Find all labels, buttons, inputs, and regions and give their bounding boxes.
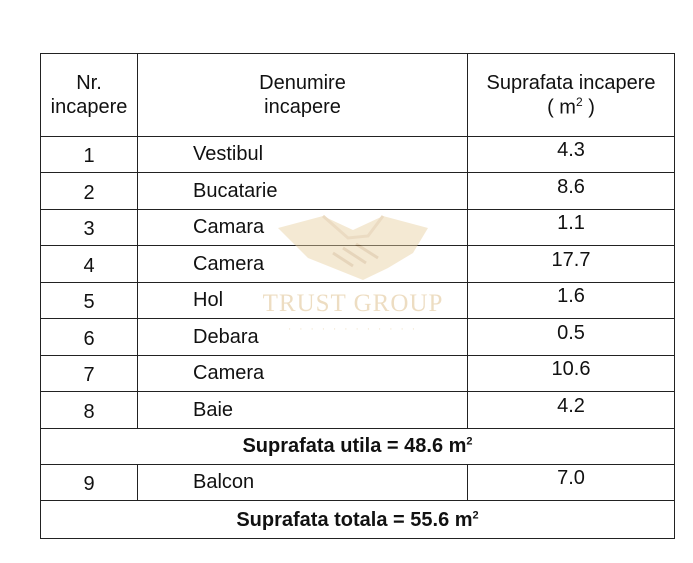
room-name: Camera [138, 355, 468, 391]
room-name: Vestibul [138, 137, 468, 173]
header-room-name [138, 54, 468, 137]
total-area-text: Suprafata totala = 55.6 m [236, 508, 473, 531]
table-row [41, 319, 675, 355]
room-name: Bucatarie [138, 173, 468, 209]
table-row [41, 246, 675, 282]
total-area-row [41, 501, 675, 539]
room-number: 8 [41, 392, 138, 428]
useful-area-total [41, 428, 675, 464]
room-number: 7 [41, 355, 138, 391]
room-name: Camara [138, 209, 468, 245]
total-area-sup: 2 [472, 509, 479, 522]
room-name: Debara [138, 319, 468, 355]
table-row [41, 355, 675, 391]
table-row [41, 209, 675, 245]
header-room-area-unit [547, 95, 595, 120]
room-number: 4 [41, 246, 138, 282]
header-room-name-line1: Denumire [259, 72, 346, 94]
room-number: 9 [41, 464, 138, 500]
table-header-row [41, 54, 675, 137]
balcony-row [41, 464, 675, 500]
room-number: 6 [41, 319, 138, 355]
room-area: 8.6 [468, 173, 675, 209]
header-room-number [41, 54, 138, 137]
table-row [41, 282, 675, 318]
room-area: 4.2 [468, 392, 675, 428]
header-room-area-line1: Suprafata incapere [486, 71, 656, 94]
table-row [41, 173, 675, 209]
room-number: 1 [41, 137, 138, 173]
useful-area-sup: 2 [466, 435, 473, 448]
useful-area-row [41, 428, 675, 464]
header-room-number-line1: Nr. [76, 72, 102, 94]
total-area-total [41, 501, 675, 539]
header-unit-sup: 2 [575, 94, 583, 109]
room-number: 5 [41, 282, 138, 318]
table-row [41, 137, 675, 173]
room-name: Baie [138, 392, 468, 428]
header-room-name-line2: incapere [264, 96, 341, 118]
watermark-text: TRUST GROUP [262, 290, 444, 317]
room-area-table [40, 53, 675, 539]
room-area: 1.1 [468, 209, 675, 245]
table-row [41, 392, 675, 428]
header-unit-open: ( m [547, 96, 576, 119]
room-name: Camera [138, 246, 468, 282]
room-name: Balcon [138, 464, 468, 500]
room-number: 3 [41, 209, 138, 245]
room-area: 7.0 [468, 464, 675, 500]
header-room-area [468, 54, 675, 137]
room-area: 1.6 [468, 282, 675, 318]
header-room-number-line2: incapere [50, 96, 128, 118]
room-area-table-container [40, 53, 674, 539]
watermark-subtext: · · · · · · · · · · · · [288, 324, 418, 334]
room-area: 0.5 [468, 319, 675, 355]
useful-area-text: Suprafata utila = 48.6 m [242, 435, 467, 458]
room-number: 2 [41, 173, 138, 209]
header-unit-close: ) [582, 96, 595, 119]
room-area: 10.6 [468, 355, 675, 391]
room-area: 17.7 [468, 246, 675, 282]
room-area: 4.3 [468, 137, 675, 173]
room-name: Hol [138, 282, 468, 318]
